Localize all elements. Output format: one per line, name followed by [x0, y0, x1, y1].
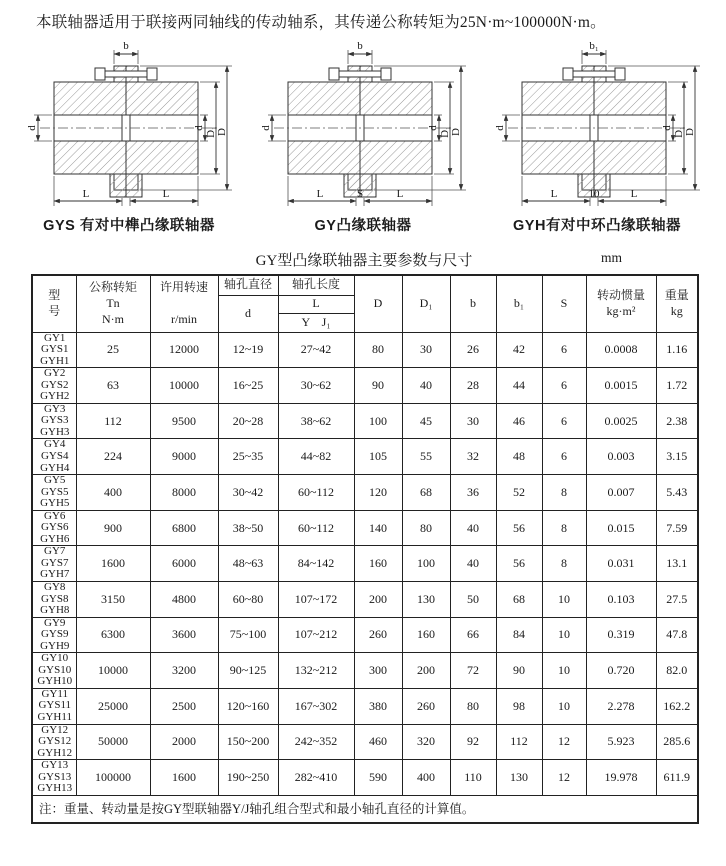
- dim-label-D: D: [450, 128, 462, 136]
- table-row: [32, 653, 698, 689]
- cell-D1: 260: [402, 688, 450, 724]
- cell-D1: 45: [402, 403, 450, 439]
- dim-label-D: D: [216, 128, 228, 136]
- col-header-D: D: [354, 275, 402, 332]
- dim-label-D1: D₁: [439, 126, 451, 138]
- cell-bore-d: 90~125: [218, 653, 278, 689]
- cell-S: 12: [542, 724, 586, 760]
- dim-label-d-right: d: [193, 125, 205, 131]
- dim-label-b: b₁: [589, 40, 599, 52]
- cell-S: 10: [542, 581, 586, 617]
- cell-D1: 400: [402, 760, 450, 796]
- cell-bore-d: 60~80: [218, 581, 278, 617]
- col-header-S: S: [542, 275, 586, 332]
- cell-D1: 40: [402, 368, 450, 404]
- coupling-drawing-gys: [26, 40, 232, 212]
- cell-torque: 10000: [76, 653, 150, 689]
- cell-S: 6: [542, 403, 586, 439]
- cell-D: 160: [354, 546, 402, 582]
- cell-speed: 3200: [150, 653, 218, 689]
- cell-bore-d: 75~100: [218, 617, 278, 653]
- cell-torque: 25: [76, 332, 150, 368]
- coupling-drawing-gyh: [494, 40, 700, 212]
- table-row: [32, 724, 698, 760]
- cell-bore-L: 38~62: [278, 403, 354, 439]
- cell-b: 32: [450, 439, 496, 475]
- cell-S: 10: [542, 653, 586, 689]
- cell-speed: 10000: [150, 368, 218, 404]
- cell-inertia: 0.0015: [586, 368, 656, 404]
- cell-torque: 63: [76, 368, 150, 404]
- col-header-bore-diameter: 轴孔直径: [218, 275, 278, 295]
- caption-gys: GYS 有对中榫凸缘联轴器: [43, 218, 215, 234]
- cell-inertia: 0.0008: [586, 332, 656, 368]
- cell-model: GY1 GYS1 GYH1: [32, 332, 76, 368]
- col-header-bore-length: 轴孔长度: [278, 275, 354, 295]
- cell-bore-L: 84~142: [278, 546, 354, 582]
- cell-S: 10: [542, 688, 586, 724]
- cell-S: 12: [542, 760, 586, 796]
- col-header-model: 型 号: [32, 275, 76, 332]
- cell-speed: 4800: [150, 581, 218, 617]
- cell-D1: 160: [402, 617, 450, 653]
- cell-weight: 82.0: [656, 653, 698, 689]
- diagram-gy: [260, 40, 466, 235]
- cell-speed: 1600: [150, 760, 218, 796]
- cell-b1: 68: [496, 581, 542, 617]
- cell-model: GY11 GYS11 GYH11: [32, 688, 76, 724]
- cell-b: 50: [450, 581, 496, 617]
- cell-model: GY5 GYS5 GYH5: [32, 475, 76, 511]
- cell-speed: 8000: [150, 475, 218, 511]
- cell-model: GY8 GYS8 GYH8: [32, 581, 76, 617]
- dim-label-b: b: [123, 40, 129, 52]
- dim-label-L-left: L: [316, 188, 324, 200]
- cell-D: 260: [354, 617, 402, 653]
- cell-b: 28: [450, 368, 496, 404]
- cell-bore-d: 16~25: [218, 368, 278, 404]
- cell-bore-d: 12~19: [218, 332, 278, 368]
- cell-bore-d: 150~200: [218, 724, 278, 760]
- cell-torque: 25000: [76, 688, 150, 724]
- cell-b1: 130: [496, 760, 542, 796]
- coupling-cross-section: [26, 40, 232, 212]
- cell-b1: 44: [496, 368, 542, 404]
- col-subheader-d: d: [218, 295, 278, 332]
- cell-bore-L: 60~112: [278, 510, 354, 546]
- cell-weight: 611.9: [656, 760, 698, 796]
- table-title-row: [31, 249, 697, 270]
- cell-bore-d: 38~50: [218, 510, 278, 546]
- cell-weight: 2.38: [656, 403, 698, 439]
- cell-b: 72: [450, 653, 496, 689]
- cell-b1: 56: [496, 510, 542, 546]
- cell-bore-d: 48~63: [218, 546, 278, 582]
- cell-D1: 100: [402, 546, 450, 582]
- cell-S: 8: [542, 510, 586, 546]
- cell-D: 120: [354, 475, 402, 511]
- cell-inertia: 19.978: [586, 760, 656, 796]
- cell-bore-L: 282~410: [278, 760, 354, 796]
- table-row: [32, 617, 698, 653]
- cell-S: 6: [542, 332, 586, 368]
- cell-speed: 6000: [150, 546, 218, 582]
- dim-label-d-right: d: [661, 125, 673, 131]
- cell-b1: 84: [496, 617, 542, 653]
- cell-D1: 200: [402, 653, 450, 689]
- col-subheader-YJ1: Y J₁: [278, 313, 354, 332]
- cell-weight: 285.6: [656, 724, 698, 760]
- cell-b: 40: [450, 546, 496, 582]
- cell-D: 105: [354, 439, 402, 475]
- cell-bore-L: 60~112: [278, 475, 354, 511]
- cell-inertia: 0.0025: [586, 403, 656, 439]
- cell-b: 36: [450, 475, 496, 511]
- table-body: [32, 332, 698, 795]
- cell-inertia: 0.015: [586, 510, 656, 546]
- cell-D: 380: [354, 688, 402, 724]
- cell-weight: 3.15: [656, 439, 698, 475]
- cell-torque: 100000: [76, 760, 150, 796]
- dim-label-b: b: [357, 40, 363, 52]
- cell-bore-L: 107~212: [278, 617, 354, 653]
- caption-gy: GY凸缘联轴器: [314, 218, 412, 234]
- cell-b: 110: [450, 760, 496, 796]
- col-header-b: b: [450, 275, 496, 332]
- dim-label-D1: D₁: [673, 126, 685, 138]
- cell-D1: 320: [402, 724, 450, 760]
- col-header-speed: 许用转速 r/min: [150, 275, 218, 332]
- table-row: [32, 439, 698, 475]
- diagram-gyh: [494, 40, 700, 235]
- cell-S: 10: [542, 617, 586, 653]
- cell-bore-d: 190~250: [218, 760, 278, 796]
- cell-bore-d: 30~42: [218, 475, 278, 511]
- cell-D: 140: [354, 510, 402, 546]
- cell-D: 90: [354, 368, 402, 404]
- cell-inertia: 0.103: [586, 581, 656, 617]
- cell-model: GY6 GYS6 GYH6: [32, 510, 76, 546]
- cell-b: 30: [450, 403, 496, 439]
- cell-weight: 7.59: [656, 510, 698, 546]
- cell-bore-L: 27~42: [278, 332, 354, 368]
- cell-model: GY2 GYS2 GYH2: [32, 368, 76, 404]
- cell-b: 66: [450, 617, 496, 653]
- cell-S: 6: [542, 368, 586, 404]
- cell-S: 8: [542, 475, 586, 511]
- caption-gyh: GYH有对中环凸缘联轴器: [513, 218, 681, 234]
- cell-torque: 112: [76, 403, 150, 439]
- cell-weight: 1.16: [656, 332, 698, 368]
- parameters-table: [31, 274, 699, 824]
- cell-weight: 27.5: [656, 581, 698, 617]
- col-subheader-L: L: [278, 295, 354, 313]
- table-row: [32, 546, 698, 582]
- table-row: [32, 475, 698, 511]
- cell-bore-L: 44~82: [278, 439, 354, 475]
- cell-b: 40: [450, 510, 496, 546]
- cell-b: 92: [450, 724, 496, 760]
- diagram-gys: [26, 40, 232, 235]
- cell-bore-L: 132~212: [278, 653, 354, 689]
- cell-bore-L: 167~302: [278, 688, 354, 724]
- dim-label-center-gap: 10: [588, 188, 600, 200]
- diagram-strip: [0, 32, 726, 235]
- cell-D: 590: [354, 760, 402, 796]
- dim-label-D1: D₁: [205, 126, 217, 138]
- cell-inertia: 5.923: [586, 724, 656, 760]
- cell-b1: 112: [496, 724, 542, 760]
- cell-bore-L: 107~172: [278, 581, 354, 617]
- table-row: [32, 332, 698, 368]
- cell-speed: 2000: [150, 724, 218, 760]
- table-row: [32, 581, 698, 617]
- dim-label-L-right: L: [396, 188, 404, 200]
- cell-b1: 48: [496, 439, 542, 475]
- cell-b1: 46: [496, 403, 542, 439]
- intro-text: 本联轴器适用于联接两同轴线的传动轴系，其传递公称转矩为25N·m~100000N·m。: [36, 14, 606, 31]
- coupling-drawing-gy: [260, 40, 466, 212]
- dim-label-d-left: d: [26, 125, 38, 131]
- cell-inertia: 0.720: [586, 653, 656, 689]
- cell-b1: 42: [496, 332, 542, 368]
- cell-D: 300: [354, 653, 402, 689]
- col-header-D1: D₁: [402, 275, 450, 332]
- cell-model: GY4 GYS4 GYH4: [32, 439, 76, 475]
- cell-inertia: 2.278: [586, 688, 656, 724]
- cell-b1: 52: [496, 475, 542, 511]
- cell-weight: 13.1: [656, 546, 698, 582]
- cell-weight: 5.43: [656, 475, 698, 511]
- dim-label-d-left: d: [260, 125, 272, 131]
- col-header-b1: b₁: [496, 275, 542, 332]
- cell-bore-L: 30~62: [278, 368, 354, 404]
- cell-weight: 162.2: [656, 688, 698, 724]
- cell-torque: 400: [76, 475, 150, 511]
- col-header-torque: 公称转矩 Tn N·m: [76, 275, 150, 332]
- cell-D: 100: [354, 403, 402, 439]
- cell-weight: 1.72: [656, 368, 698, 404]
- cell-D1: 130: [402, 581, 450, 617]
- cell-inertia: 0.031: [586, 546, 656, 582]
- cell-b1: 56: [496, 546, 542, 582]
- table-footnote: 注：重量、转动量是按GY型联轴器Y/J轴孔组合型式和最小轴孔直径的计算值。: [32, 795, 698, 823]
- cell-S: 8: [542, 546, 586, 582]
- cell-model: GY7 GYS7 GYH7: [32, 546, 76, 582]
- cell-weight: 47.8: [656, 617, 698, 653]
- dim-label-L-right: L: [630, 188, 638, 200]
- dim-label-center-gap: S: [356, 188, 364, 200]
- table-title: GY型凸缘联轴器主要参数与尺寸: [255, 253, 473, 269]
- dim-label-L-left: L: [82, 188, 90, 200]
- coupling-cross-section: [494, 40, 700, 212]
- cell-torque: 3150: [76, 581, 150, 617]
- cell-D1: 30: [402, 332, 450, 368]
- col-header-inertia: 转动惯量 kg·m²: [586, 275, 656, 332]
- cell-b: 26: [450, 332, 496, 368]
- cell-inertia: 0.007: [586, 475, 656, 511]
- cell-inertia: 0.003: [586, 439, 656, 475]
- cell-torque: 50000: [76, 724, 150, 760]
- cell-model: GY9 GYS9 GYH9: [32, 617, 76, 653]
- cell-torque: 900: [76, 510, 150, 546]
- cell-torque: 1600: [76, 546, 150, 582]
- cell-model: GY13 GYS13 GYH13: [32, 760, 76, 796]
- cell-speed: 9000: [150, 439, 218, 475]
- cell-model: GY12 GYS12 GYH12: [32, 724, 76, 760]
- cell-bore-L: 242~352: [278, 724, 354, 760]
- dim-label-d-left: d: [494, 125, 506, 131]
- dim-label-L-right: L: [162, 188, 170, 200]
- col-header-weight: 重量 kg: [656, 275, 698, 332]
- dim-label-D: D: [684, 128, 696, 136]
- table-row: [32, 688, 698, 724]
- cell-speed: 9500: [150, 403, 218, 439]
- cell-speed: 2500: [150, 688, 218, 724]
- cell-S: 6: [542, 439, 586, 475]
- cell-model: GY3 GYS3 GYH3: [32, 403, 76, 439]
- cell-D: 460: [354, 724, 402, 760]
- dim-label-d-right: d: [427, 125, 439, 131]
- cell-bore-d: 20~28: [218, 403, 278, 439]
- cell-speed: 3600: [150, 617, 218, 653]
- table-row: [32, 760, 698, 796]
- cell-D: 80: [354, 332, 402, 368]
- cell-D: 200: [354, 581, 402, 617]
- coupling-cross-section: [260, 40, 466, 212]
- cell-inertia: 0.319: [586, 617, 656, 653]
- table-row: [32, 510, 698, 546]
- table-row: [32, 403, 698, 439]
- cell-bore-d: 120~160: [218, 688, 278, 724]
- cell-D1: 68: [402, 475, 450, 511]
- cell-model: GY10 GYS10 GYH10: [32, 653, 76, 689]
- table-row: [32, 368, 698, 404]
- cell-torque: 224: [76, 439, 150, 475]
- cell-D1: 55: [402, 439, 450, 475]
- cell-b1: 90: [496, 653, 542, 689]
- cell-torque: 6300: [76, 617, 150, 653]
- table-unit-label: mm: [600, 250, 622, 265]
- cell-speed: 12000: [150, 332, 218, 368]
- dim-label-L-left: L: [550, 188, 558, 200]
- cell-b: 80: [450, 688, 496, 724]
- cell-D1: 80: [402, 510, 450, 546]
- cell-b1: 98: [496, 688, 542, 724]
- cell-bore-d: 25~35: [218, 439, 278, 475]
- cell-speed: 6800: [150, 510, 218, 546]
